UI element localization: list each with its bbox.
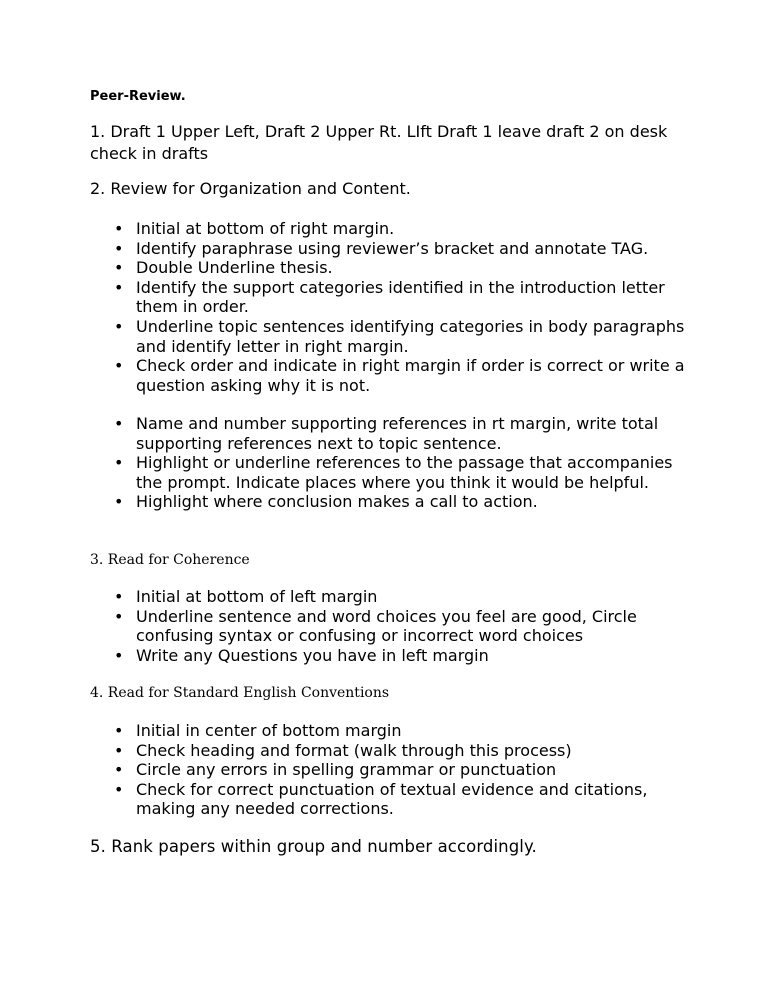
list-item: • Initial at bottom of right margin.	[90, 219, 690, 239]
list-item: • Highlight or underline references to the passage that accompanies the prompt. Indicate places where you think it would be helpful.	[90, 453, 690, 492]
list-item: • Double Underline thesis.	[90, 258, 690, 278]
list-item: • Check for correct punctuation of textual evidence and citations, making any needed corrections.	[90, 780, 690, 819]
list-item: • Initial at bottom of left margin	[90, 587, 690, 607]
step-1-text: 1. Draft 1 Upper Left, Draft 2 Upper Rt. LIft Draft 1 leave draft 2 on desk check in drafts	[90, 122, 668, 163]
list-item: • Check heading and format (walk through this process)	[90, 741, 690, 761]
step-3-heading: 3. Read for Coherence	[90, 552, 250, 568]
list-item: • Identify paraphrase using reviewer’s bracket and annotate TAG.	[90, 239, 690, 259]
step-5-text: 5. Rank papers within group and number accordingly.	[90, 837, 537, 856]
list-item: • Circle any errors in spelling grammar or punctuation	[90, 760, 690, 780]
step-4-heading: 4. Read for Standard English Conventions	[90, 685, 390, 701]
step-2-list-b	[90, 414, 690, 512]
list-item: • Underline topic sentences identifying categories in body paragraphs and identify letter in right margin.	[90, 317, 690, 356]
document-title: Peer-Review.	[90, 89, 186, 104]
step-2-heading: 2. Review for Organization and Content.	[90, 179, 411, 198]
step-2-list-a	[90, 219, 690, 395]
step-4-list	[90, 721, 690, 819]
list-item: • Highlight where conclusion makes a call to action.	[90, 492, 690, 512]
list-item: • Write any Questions you have in left margin	[90, 646, 690, 666]
list-item: • Identify the support categories identified in the introduction letter them in order.	[90, 278, 690, 317]
list-item: • Initial in center of bottom margin	[90, 721, 690, 741]
step-3-list	[90, 587, 690, 665]
list-item: • Check order and indicate in right margin if order is correct or write a question asking why it is not.	[90, 356, 690, 395]
list-item: • Underline sentence and word choices you feel are good, Circle confusing syntax or confusing or incorrect word choices	[90, 607, 690, 646]
list-item: • Name and number supporting references in rt margin, write total supporting references next to topic sentence.	[90, 414, 690, 453]
